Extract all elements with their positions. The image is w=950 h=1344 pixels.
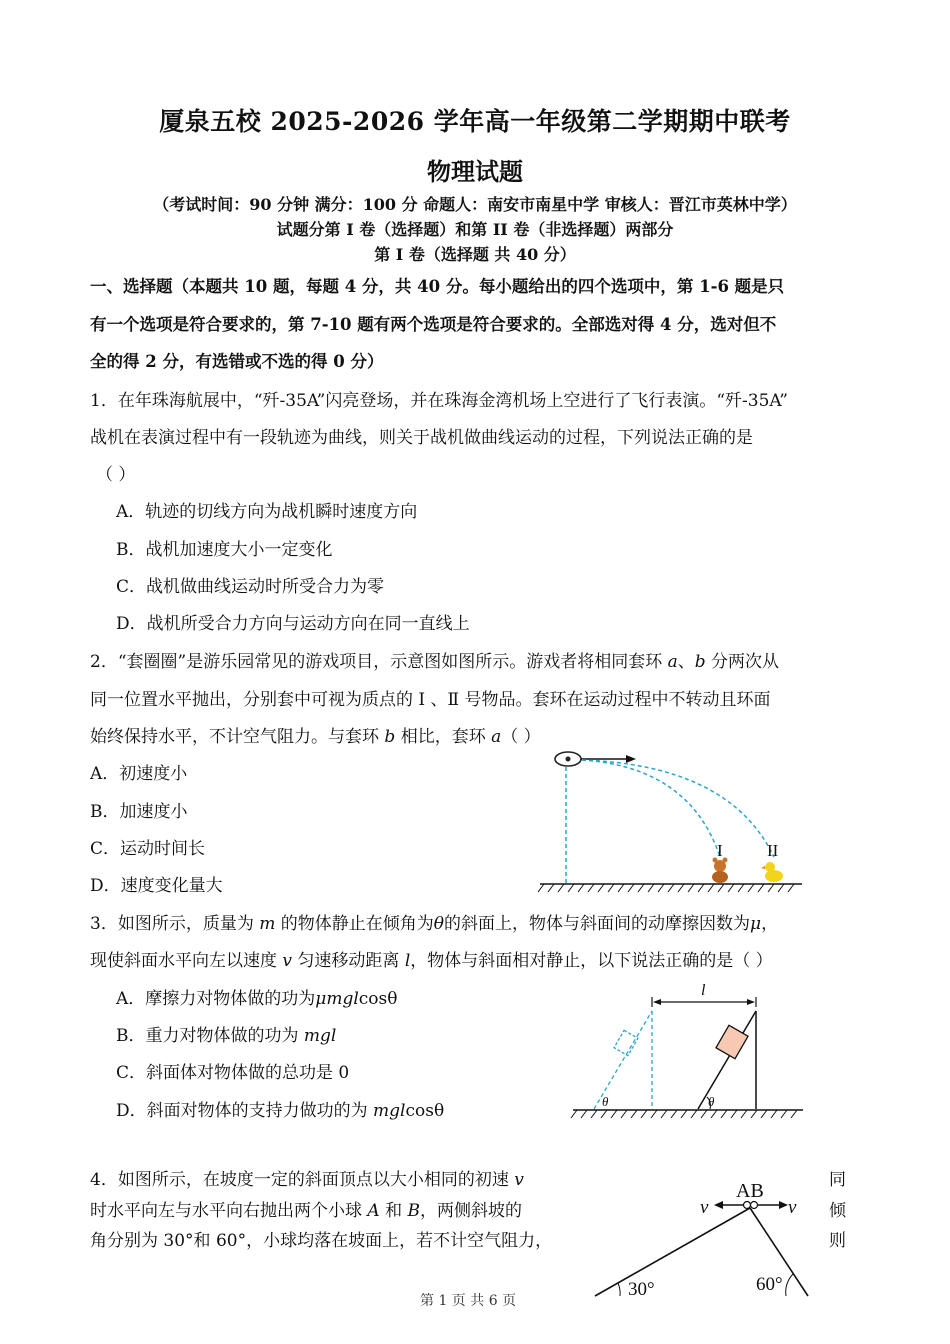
- q4-line-3-right: 则: [829, 1231, 846, 1251]
- balls-label: AB: [736, 1180, 764, 1202]
- q4-figure: [590, 1175, 820, 1300]
- q1-option-c: C．战机做曲线运动时所受合力为零: [116, 577, 385, 597]
- velocity-left-label: v: [700, 1197, 709, 1218]
- q4-line-2: 时水平向左与水平向右抛出两个小球 A 和 B，两侧斜坡的: [90, 1201, 522, 1221]
- left-slope: [595, 1208, 750, 1296]
- ball-b: [751, 1202, 758, 1209]
- block: [716, 1025, 748, 1059]
- velocity-right-label: v: [788, 1197, 797, 1218]
- angle-right-label: 60°: [756, 1274, 783, 1295]
- incline-hypotenuse: [698, 1011, 756, 1109]
- trajectory-a: [582, 760, 720, 857]
- q4-line-2-right: 倾: [829, 1201, 846, 1221]
- q3-option-a: A．摩擦力对物体做的功为μmglcosθ: [116, 989, 398, 1009]
- duck-icon: [761, 862, 783, 882]
- label-item-2: II: [767, 841, 779, 860]
- q2-line-3: 始终保持水平，不计空气阻力。与套环 b 相比，套环 a（ ）: [90, 727, 541, 747]
- label-item-1: I: [717, 841, 723, 860]
- q4-line-1-right: 同: [829, 1170, 846, 1190]
- q2-line-1: 2．“套圈圈”是游乐园常见的游戏项目，示意图如图所示。游戏者将相同套环 a、b 分两次从: [90, 652, 780, 672]
- page-number: 第 1 页 共 6 页: [420, 1293, 517, 1309]
- section1-line-1: 一、选择题（本题共 10 题，每题 4 分，共 40 分。每小题给出的四个选项中，第 1-6 题是只: [90, 277, 785, 296]
- exam-title: 厦泉五校 2025-2026 学年高一年级第二学期期中联考: [159, 107, 791, 136]
- q1-option-d: D．战机所受合力方向与运动方向在同一直线上: [116, 614, 470, 634]
- q3-line-2: 现使斜面水平向左以速度 v 匀速移动距离 l，物体与斜面相对静止，以下说法正确的是（ ）: [90, 951, 773, 971]
- q2-figure: [530, 745, 820, 905]
- q1-answer-blank: （ ）: [96, 465, 136, 485]
- q4-line-1: 4．如图所示，在坡度一定的斜面顶点以大小相同的初速 v: [90, 1170, 524, 1190]
- q3-option-b: B．重力对物体做的功为 mgl: [116, 1026, 337, 1046]
- parts-note: 试题分第 I 卷（选择题）和第 II 卷（非选择题）两部分: [276, 220, 674, 239]
- section1-line-3: 全的得 2 分，有选错或不选的得 0 分）: [90, 352, 384, 371]
- angle-left-label: 30°: [628, 1279, 655, 1300]
- q1-line-2: 战机在表演过程中有一段轨迹为曲线，则关于战机做曲线运动的过程，下列说法正确的是: [90, 428, 753, 448]
- q2-option-c: C．运动时间长: [90, 839, 206, 859]
- q1-option-b: B．战机加速度大小一定变化: [116, 540, 333, 560]
- section1-line-2: 有一个选项是符合要求的，第 7-10 题有两个选项是符合要求的。全部选对得 4 分，选对但不: [90, 315, 777, 334]
- theta-label-2: θ: [708, 1094, 715, 1109]
- subject-title: 物理试题: [427, 157, 523, 186]
- theta-label-1: θ: [602, 1094, 609, 1109]
- distance-label: l: [701, 982, 706, 999]
- q2-option-a: A．初速度小: [90, 764, 188, 784]
- exam-info: （考试时间：90 分钟 满分：100 分 命题人：南安市南星中学 审核人：晋江市英林中学）: [153, 195, 797, 214]
- q3-line-1: 3．如图所示，质量为 m 的物体静止在倾角为θ的斜面上，物体与斜面间的动摩擦因数为μ，: [90, 914, 779, 934]
- q2-option-d: D．速度变化量大: [90, 876, 223, 896]
- q3-figure: [565, 982, 810, 1120]
- q1-option-a: A．轨迹的切线方向为战机瞬时速度方向: [116, 502, 418, 522]
- trajectory-b: [582, 760, 774, 857]
- q3-option-c: C．斜面体对物体做的总功是 0: [116, 1063, 350, 1083]
- q2-line-2: 同一位置水平抛出，分别套中可视为质点的 Ⅰ 、Ⅱ 号物品。套环在运动过程中不转动且环面: [90, 690, 771, 710]
- teddy-bear-icon: [712, 858, 728, 884]
- q1-line-1: 1．在年珠海航展中，“歼-35A”闪亮登场，并在珠海金湾机场上空进行了飞行表演。“歼-35A”: [90, 391, 788, 411]
- q4-line-3: 角分别为 30°和 60°，小球均落在坡面上，若不计空气阻力，: [90, 1231, 553, 1251]
- q2-option-b: B．加速度小: [90, 802, 188, 822]
- initial-block: [614, 1030, 638, 1055]
- q3-option-d: D．斜面对物体的支持力做功的为 mglcosθ: [116, 1101, 445, 1121]
- part1-title: 第 I 卷（选择题 共 40 分）: [374, 245, 576, 264]
